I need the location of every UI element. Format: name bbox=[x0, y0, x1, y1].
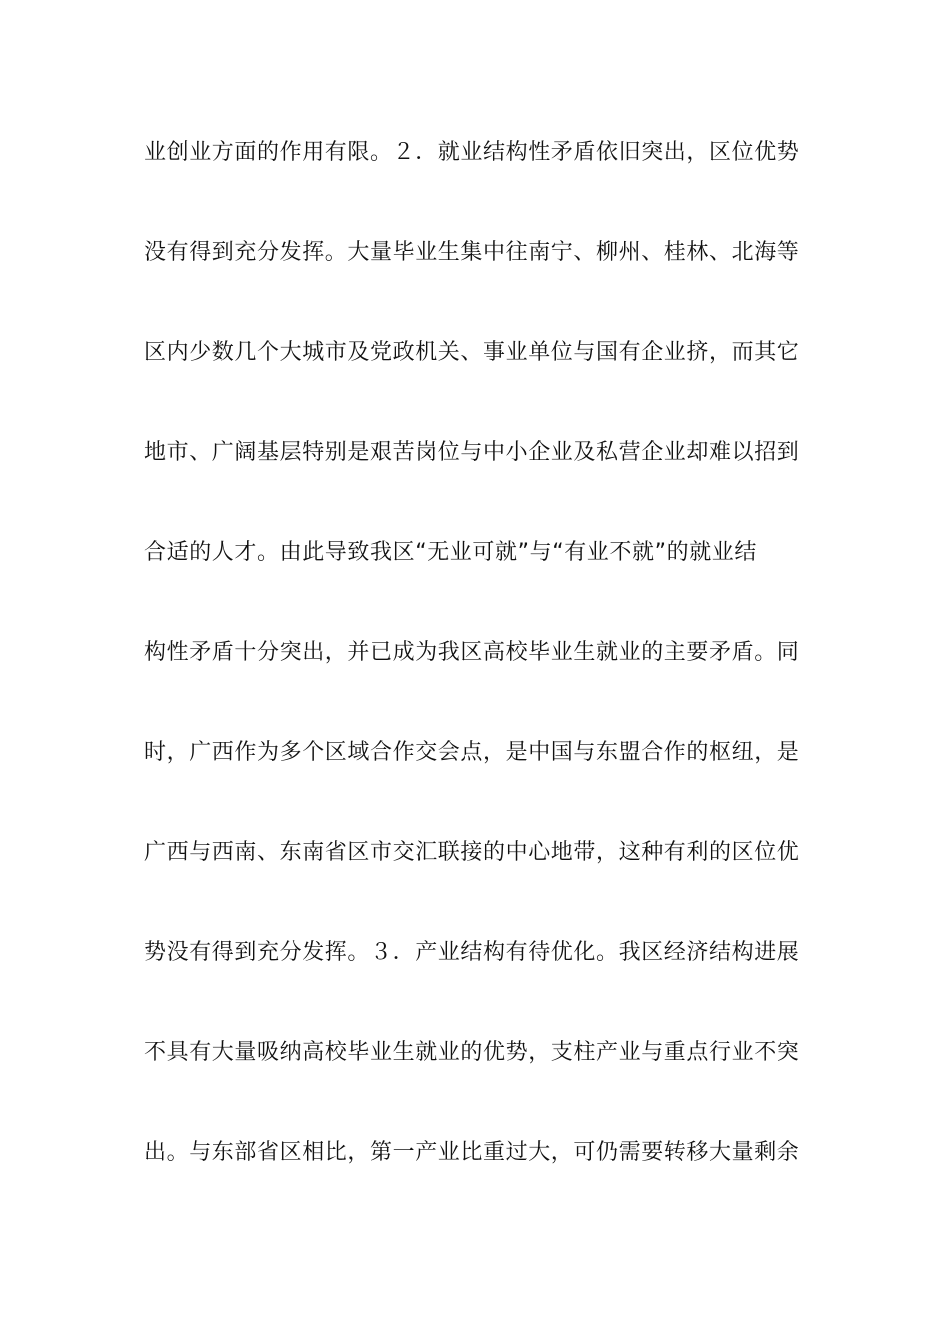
text-line: 业创业方面的作用有限。２．就业结构性矛盾依旧突出，区位优势 bbox=[144, 140, 800, 165]
text-line: 不具有大量吸纳高校毕业生就业的优势，支柱产业与重点行业不突 bbox=[144, 1040, 800, 1065]
text-line: 广西与西南、东南省区市交汇联接的中心地带，这种有利的区位优 bbox=[144, 840, 800, 865]
body-text bbox=[144, 134, 808, 1234]
text-line: 区内少数几个大城市及党政机关、事业单位与国有企业挤，而其它 bbox=[144, 340, 800, 365]
text-line: 时，广西作为多个区域合作交会点，是中国与东盟合作的枢纽，是 bbox=[144, 740, 800, 765]
text-line: 地市、广阔基层特别是艰苦岗位与中小企业及私营企业却难以招到 bbox=[144, 440, 800, 465]
text-line: 出。与东部省区相比，第一产业比重过大，可仍需要转移大量剩余 bbox=[144, 1140, 800, 1165]
text-line: 势没有得到充分发挥。３．产业结构有待优化。我区经济结构进展 bbox=[144, 940, 800, 965]
text-line: 构性矛盾十分突出，并已成为我区高校毕业生就业的主要矛盾。同 bbox=[144, 640, 800, 665]
text-line: 没有得到充分发挥。大量毕业生集中往南宁、柳州、桂林、北海等 bbox=[144, 240, 800, 265]
text-line: 合适的人才。由此导致我区“无业可就”与“有业不就”的就业结 bbox=[144, 540, 757, 565]
